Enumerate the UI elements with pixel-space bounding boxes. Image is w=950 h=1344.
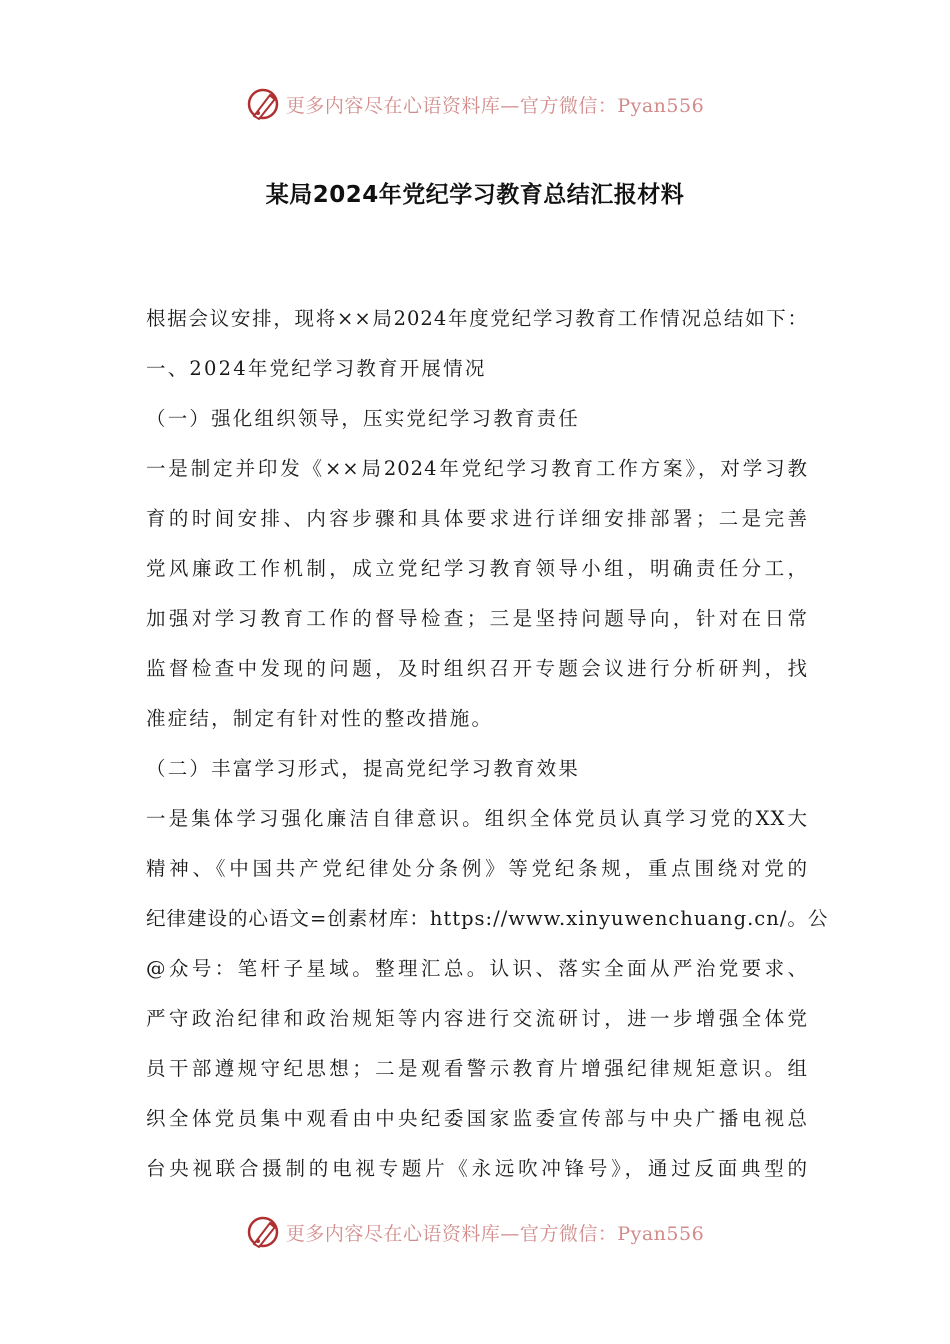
header-banner	[0, 84, 950, 124]
pen-nib-logo-icon	[246, 86, 282, 122]
text-line: 准症结，制定有针对性的整改措施。	[146, 707, 494, 730]
text-line: （一）强化组织领导，压实党纪学习教育责任	[146, 407, 581, 430]
text-line: 一是集体学习强化廉洁自律意识。组织全体党员认真学习党的XX大	[146, 807, 808, 830]
text-line: 育的时间安排、内容步骤和具体要求进行详细安排部署；二是完善	[146, 507, 808, 530]
text-line: 员干部遵规守纪思想；二是观看警示教育片增强纪律规矩意识。组	[146, 1057, 808, 1080]
text-line: 台央视联合摄制的电视专题片《永远吹冲锋号》，通过反面典型的	[146, 1157, 808, 1180]
footer-banner	[0, 1212, 950, 1252]
text-line: 严守政治纪律和政治规矩等内容进行交流研讨，进一步增强全体党	[146, 1007, 808, 1030]
text-line: 党风廉政工作机制，成立党纪学习教育领导小组，明确责任分工，	[146, 557, 808, 580]
text-line: （二）丰富学习形式，提高党纪学习教育效果	[146, 757, 581, 780]
text-line: 精神、《中国共产党纪律处分条例》等党纪条规，重点围绕对党的	[146, 857, 808, 880]
text-line: 监督检查中发现的问题，及时组织召开专题会议进行分析研判，找	[146, 657, 808, 680]
text-line: 一、2024年党纪学习教育开展情况	[146, 357, 487, 380]
text-line: 加强对学习教育工作的督导检查；三是坚持问题导向，针对在日常	[146, 607, 808, 630]
text-line: @众号：笔杆子星域。整理汇总。认识、落实全面从严治党要求、	[146, 957, 808, 980]
footer-banner-text: 更多内容尽在心语资料库—官方微信：Pyan556	[285, 1222, 705, 1245]
text-line: 一是制定并印发《××局2024年党纪学习教育工作方案》，对学习教	[146, 457, 808, 480]
header-banner-text: 更多内容尽在心语资料库—官方微信：Pyan556	[285, 94, 705, 117]
pen-nib-logo-icon	[246, 1214, 282, 1250]
text-line: 根据会议安排，现将××局2024年度党纪学习教育工作情况总结如下：	[146, 307, 808, 330]
text-line: 织全体党员集中观看由中央纪委国家监委宣传部与中央广播电视总	[146, 1107, 808, 1130]
document-body	[146, 294, 829, 1194]
text-line: 纪律建设的心语文=创素材库：https://www.xinyuwenchuang.cn/。公	[146, 907, 829, 930]
document-title: 某局2024年党纪学习教育总结汇报材料	[265, 182, 685, 208]
